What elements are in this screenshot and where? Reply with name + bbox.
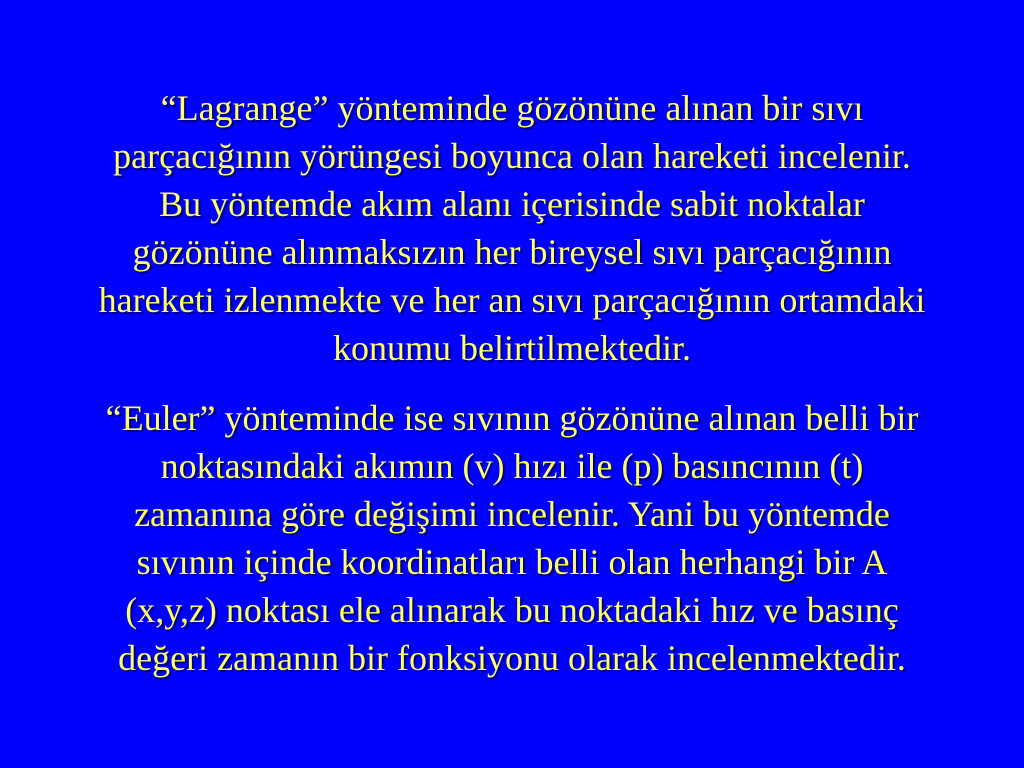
text-line: hareketi izlenmekte ve her an sıvı parçacığının ortamdaki	[98, 280, 926, 320]
paragraph-lagrange	[30, 84, 994, 372]
text-line: “Euler” yönteminde ise sıvının gözönüne alınan belli bir	[105, 398, 919, 438]
text-line: gözönüne alınmaksızın her bireysel sıvı parçacığının	[132, 232, 892, 272]
slide-text-block	[30, 84, 994, 682]
paragraph-euler	[30, 394, 994, 682]
text-line: (x,y,z) noktası ele alınarak bu noktadaki hız ve basınç	[125, 590, 899, 630]
text-line: Bu yöntemde akım alanı içerisinde sabit noktalar	[159, 184, 865, 224]
text-line: değeri zamanın bir fonksiyonu olarak incelenmektedir.	[118, 638, 906, 678]
text-line: parçacığının yörüngesi boyunca olan hareketi incelenir.	[113, 136, 911, 176]
text-line: sıvının içinde koordinatları belli olan herhangi bir A	[136, 542, 888, 582]
text-line: zamanına göre değişimi incelenir. Yani bu yöntemde	[134, 494, 890, 534]
text-line: konumu belirtilmektedir.	[333, 328, 691, 368]
text-line: noktasındaki akımın (v) hızı ile (p) basıncının (t)	[160, 446, 864, 486]
text-line: “Lagrange” yönteminde gözönüne alınan bir sıvı	[160, 88, 864, 128]
